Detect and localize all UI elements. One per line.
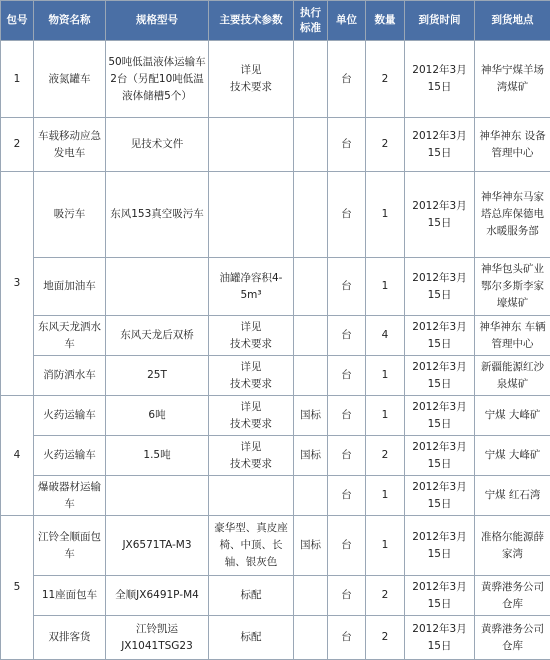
header-standard: 执行标准 bbox=[294, 1, 328, 41]
quantity-cell: 2 bbox=[366, 41, 405, 118]
delivery-time-cell: 2012年3月15日 bbox=[405, 576, 475, 616]
item-name-cell: 东风天龙洒水车 bbox=[34, 316, 106, 356]
unit-cell: 台 bbox=[328, 172, 366, 258]
tech-cell: 详见 技术要求 bbox=[209, 396, 294, 436]
package-no-cell: 5 bbox=[1, 516, 34, 660]
unit-cell: 台 bbox=[328, 476, 366, 516]
item-name-cell: 爆破器材运输车 bbox=[34, 476, 106, 516]
delivery-place-cell: 宁煤 大峰矿 bbox=[475, 396, 550, 436]
quantity-cell: 2 bbox=[366, 436, 405, 476]
unit-cell: 台 bbox=[328, 616, 366, 660]
standard-cell bbox=[294, 356, 328, 396]
tech-cell bbox=[209, 118, 294, 172]
standard-cell bbox=[294, 118, 328, 172]
standard-cell bbox=[294, 316, 328, 356]
unit-cell: 台 bbox=[328, 516, 366, 576]
standard-cell bbox=[294, 258, 328, 316]
standard-cell: 国标 bbox=[294, 436, 328, 476]
delivery-place-cell: 黄骅港务公司仓库 bbox=[475, 576, 550, 616]
spec-cell: 东风天龙后双桥 bbox=[106, 316, 209, 356]
item-name-cell: 火药运输车 bbox=[34, 436, 106, 476]
item-name-cell: 11座面包车 bbox=[34, 576, 106, 616]
header-quantity: 数量 bbox=[366, 1, 405, 41]
item-name-cell: 车载移动应急发电车 bbox=[34, 118, 106, 172]
unit-cell: 台 bbox=[328, 316, 366, 356]
tech-cell: 标配 bbox=[209, 576, 294, 616]
quantity-cell: 1 bbox=[366, 516, 405, 576]
tech-cell: 详见 技术要求 bbox=[209, 316, 294, 356]
delivery-time-cell: 2012年3月15日 bbox=[405, 356, 475, 396]
delivery-place-cell: 神华神东 设备管理中心 bbox=[475, 118, 550, 172]
unit-cell: 台 bbox=[328, 396, 366, 436]
item-name-cell: 液氮罐车 bbox=[34, 41, 106, 118]
delivery-place-cell: 神华宁煤羊场湾煤矿 bbox=[475, 41, 550, 118]
delivery-time-cell: 2012年3月15日 bbox=[405, 258, 475, 316]
spec-cell: 50吨低温液体运输车2台（另配10吨低温液体储槽5个） bbox=[106, 41, 209, 118]
package-no-cell: 1 bbox=[1, 41, 34, 118]
tech-cell: 详见 技术要求 bbox=[209, 41, 294, 118]
quantity-cell: 4 bbox=[366, 316, 405, 356]
table-row bbox=[1, 516, 550, 576]
table-row bbox=[1, 172, 550, 258]
standard-cell bbox=[294, 576, 328, 616]
tech-cell: 详见 技术要求 bbox=[209, 436, 294, 476]
header-row bbox=[1, 1, 550, 41]
delivery-time-cell: 2012年3月15日 bbox=[405, 396, 475, 436]
header-delivery-time: 到货时间 bbox=[405, 1, 475, 41]
delivery-time-cell: 2012年3月15日 bbox=[405, 172, 475, 258]
delivery-time-cell: 2012年3月15日 bbox=[405, 476, 475, 516]
quantity-cell: 1 bbox=[366, 356, 405, 396]
spec-cell bbox=[106, 258, 209, 316]
table-row bbox=[1, 436, 550, 476]
header-delivery-place: 到货地点 bbox=[475, 1, 550, 41]
item-name-cell: 地面加油车 bbox=[34, 258, 106, 316]
table-row bbox=[1, 616, 550, 660]
item-name-cell: 双排客货 bbox=[34, 616, 106, 660]
spec-cell: 25T bbox=[106, 356, 209, 396]
spec-cell: 见技术文件 bbox=[106, 118, 209, 172]
header-unit: 单位 bbox=[328, 1, 366, 41]
delivery-place-cell: 宁煤 红石湾 bbox=[475, 476, 550, 516]
quantity-cell: 1 bbox=[366, 476, 405, 516]
unit-cell: 台 bbox=[328, 356, 366, 396]
standard-cell: 国标 bbox=[294, 396, 328, 436]
delivery-place-cell: 黄骅港务公司仓库 bbox=[475, 616, 550, 660]
table-row bbox=[1, 258, 550, 316]
table-row bbox=[1, 396, 550, 436]
delivery-place-cell: 神华神东马家塔总库保德电水暖服务部 bbox=[475, 172, 550, 258]
delivery-time-cell: 2012年3月15日 bbox=[405, 436, 475, 476]
item-name-cell: 火药运输车 bbox=[34, 396, 106, 436]
spec-cell bbox=[106, 476, 209, 516]
table-row bbox=[1, 356, 550, 396]
spec-cell: 江铃凯运JX1041TSG23 bbox=[106, 616, 209, 660]
unit-cell: 台 bbox=[328, 41, 366, 118]
table-row bbox=[1, 576, 550, 616]
header-item-name: 物资名称 bbox=[34, 1, 106, 41]
unit-cell: 台 bbox=[328, 258, 366, 316]
package-no-cell: 3 bbox=[1, 172, 34, 396]
delivery-place-cell: 神华包头矿业 鄂尔多斯李家壕煤矿 bbox=[475, 258, 550, 316]
item-name-cell: 消防洒水车 bbox=[34, 356, 106, 396]
delivery-place-cell: 宁煤 大峰矿 bbox=[475, 436, 550, 476]
quantity-cell: 1 bbox=[366, 172, 405, 258]
spec-cell: JX6571TA-M3 bbox=[106, 516, 209, 576]
spec-cell: 1.5吨 bbox=[106, 436, 209, 476]
delivery-place-cell: 新疆能源红沙泉煤矿 bbox=[475, 356, 550, 396]
quantity-cell: 2 bbox=[366, 616, 405, 660]
delivery-time-cell: 2012年3月15日 bbox=[405, 616, 475, 660]
package-no-cell: 2 bbox=[1, 118, 34, 172]
unit-cell: 台 bbox=[328, 118, 366, 172]
tech-cell bbox=[209, 476, 294, 516]
tech-cell: 标配 bbox=[209, 616, 294, 660]
standard-cell bbox=[294, 476, 328, 516]
delivery-time-cell: 2012年3月15日 bbox=[405, 316, 475, 356]
unit-cell: 台 bbox=[328, 436, 366, 476]
standard-cell bbox=[294, 616, 328, 660]
header-spec-model: 规格型号 bbox=[106, 1, 209, 41]
delivery-place-cell: 准格尔能源薛家湾 bbox=[475, 516, 550, 576]
quantity-cell: 1 bbox=[366, 258, 405, 316]
tech-cell: 油罐净容积4-5m³ bbox=[209, 258, 294, 316]
header-package-no: 包号 bbox=[1, 1, 34, 41]
item-name-cell: 江铃全顺面包车 bbox=[34, 516, 106, 576]
delivery-time-cell: 2012年3月15日 bbox=[405, 118, 475, 172]
delivery-time-cell: 2012年3月15日 bbox=[405, 41, 475, 118]
tech-cell bbox=[209, 172, 294, 258]
quantity-cell: 2 bbox=[366, 118, 405, 172]
header-tech-params: 主要技术参数 bbox=[209, 1, 294, 41]
table-row bbox=[1, 41, 550, 118]
item-name-cell: 吸污车 bbox=[34, 172, 106, 258]
delivery-time-cell: 2012年3月15日 bbox=[405, 516, 475, 576]
unit-cell: 台 bbox=[328, 576, 366, 616]
table-row bbox=[1, 118, 550, 172]
spec-cell: 全顺JX6491P-M4 bbox=[106, 576, 209, 616]
package-no-cell: 4 bbox=[1, 396, 34, 516]
standard-cell bbox=[294, 41, 328, 118]
spec-cell: 东风153真空吸污车 bbox=[106, 172, 209, 258]
quantity-cell: 2 bbox=[366, 576, 405, 616]
standard-cell: 国标 bbox=[294, 516, 328, 576]
spec-cell: 6吨 bbox=[106, 396, 209, 436]
table-row bbox=[1, 476, 550, 516]
standard-cell bbox=[294, 172, 328, 258]
delivery-place-cell: 神华神东 车辆管理中心 bbox=[475, 316, 550, 356]
tech-cell: 详见 技术要求 bbox=[209, 356, 294, 396]
quantity-cell: 1 bbox=[366, 396, 405, 436]
tech-cell: 豪华型、真皮座椅、中顶、长轴、银灰色 bbox=[209, 516, 294, 576]
table-row bbox=[1, 316, 550, 356]
